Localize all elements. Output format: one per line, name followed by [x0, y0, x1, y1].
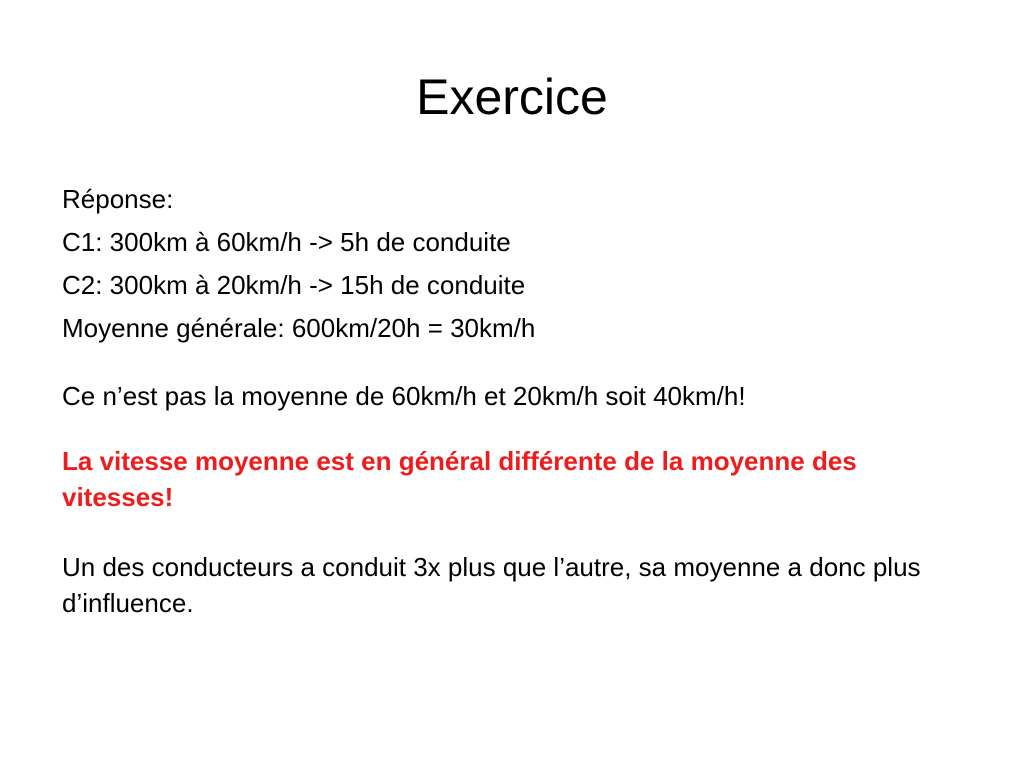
note-line: Ce n’est pas la moyenne de 60km/h et 20km/h soit 40km/h! [62, 381, 746, 411]
spacer [62, 350, 962, 375]
spacer [62, 418, 962, 443]
spacer [62, 515, 962, 549]
conclusion-text: Un des conducteurs a conduit 3x plus que l’autre, sa moyenne a donc plus d’influence. [62, 552, 921, 618]
answer-label: Réponse: [62, 184, 174, 214]
slide-title: Exercice [416, 69, 608, 125]
slide-body [62, 178, 962, 621]
line-c1: C1: 300km à 60km/h -> 5h de conduite [62, 227, 511, 257]
line-average: Moyenne générale: 600km/20h = 30km/h [62, 313, 536, 343]
highlight-statement: La vitesse moyenne est en général différente de la moyenne des vitesses! [62, 446, 857, 512]
line-c2: C2: 300km à 20km/h -> 15h de conduite [62, 270, 526, 300]
